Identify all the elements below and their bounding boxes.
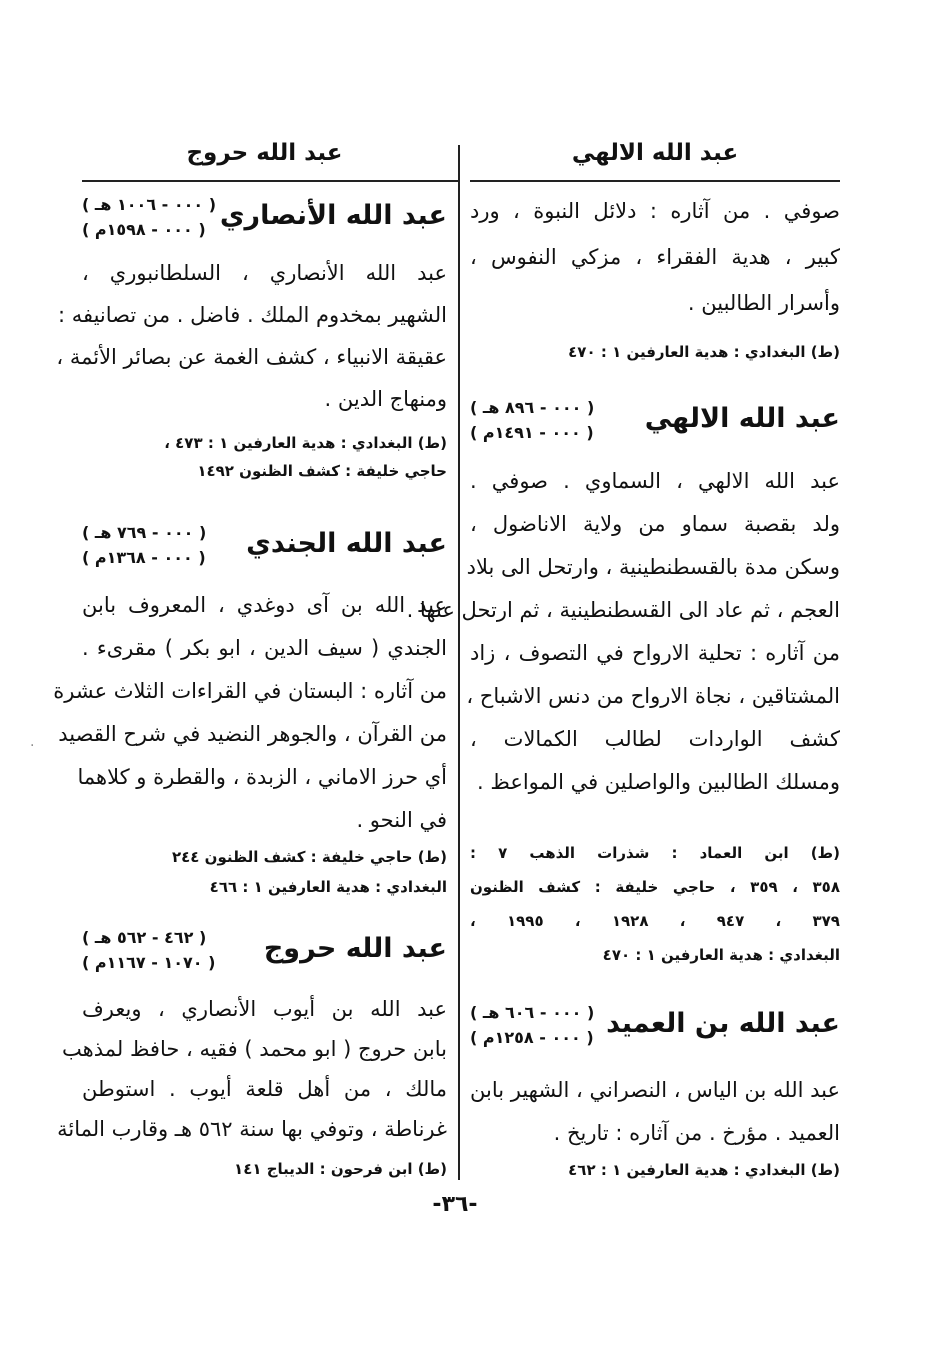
entry-title: عبد الله الأنصاري bbox=[219, 200, 447, 231]
text-line: صوفي . من آثاره : دلائل النبوة ، ورد bbox=[470, 199, 840, 223]
text-line: من آثاره : البستان في القراءات الثلاث عشرة bbox=[53, 679, 447, 703]
text-line: وسكن مدة بالقسطنطينية ، وارتحل الى بلاد bbox=[466, 555, 840, 579]
hijri-dates: ( ٠٠٠ - ٧٦٩ هـ ) bbox=[82, 523, 207, 542]
entry-heading bbox=[82, 925, 447, 985]
text-line: عبد الله الأنصاري ، السلطانبوري ، bbox=[82, 261, 447, 285]
text-line: كبير ، هدية الفقراء ، مزكي النفوس ، bbox=[470, 245, 840, 269]
text-line: من القرآن ، والجوهر النضيد في شرح القصيد bbox=[58, 722, 447, 746]
reference-line: (ط) البغدادي : هدية العارفين ١ : ٤٧٣ ، bbox=[164, 434, 447, 452]
reference-line: (ط) البغدادي : هدية العارفين ١ : ٤٦٢ bbox=[568, 1161, 840, 1179]
text-line: المشتاقين ، نجاة الارواح من دنس الاشباح ، bbox=[466, 684, 840, 708]
reference-line: البغدادي : هدية العارفين ١ : ٤٧٠ bbox=[602, 946, 840, 964]
entry-dates bbox=[82, 192, 216, 242]
gregorian-dates: ( ٠٠٠ - ١٣٦٨م ) bbox=[82, 548, 206, 567]
reference-line: (ط) حاجي خليفة : كشف الظنون ٢٤٤ bbox=[171, 848, 447, 866]
text-line: عبد الله بن الياس ، النصراني ، الشهير بابن bbox=[470, 1078, 840, 1102]
text-line: ومسلك الطالبين والواصلين في المواعظ . bbox=[477, 770, 840, 794]
text-line: وأسرار الطالبين . bbox=[687, 291, 840, 315]
text-line: عقيقة الانبياء ، كشف الغمة عن بصائر الأئمة ، bbox=[56, 345, 447, 369]
entry-heading bbox=[82, 520, 447, 580]
column-divider bbox=[458, 145, 460, 1180]
text-line: عبد الله الالهي ، السماوي . صوفي . bbox=[470, 469, 840, 493]
reference-line: (ط) البغدادي : هدية العارفين ١ : ٤٧٠ bbox=[568, 343, 840, 361]
gregorian-dates: ( ٠٠٠ - ١٥٩٨م ) bbox=[82, 220, 206, 239]
reference-line: ٣٧٩ ، ٩٤٧ ، ١٩٢٨ ، ١٩٩٥ ، bbox=[470, 912, 840, 930]
text-line: في النحو . bbox=[356, 808, 447, 832]
reference-line: ٣٥٨ ، ٣٥٩ ، حاجي خليفة : كشف الظنون bbox=[470, 878, 840, 896]
gregorian-dates: ( ١٠٧٠ - ١١٦٧م ) bbox=[82, 953, 216, 972]
text-line: بابن حروج ( ابو محمد ) فقيه ، حافظ لمذهب bbox=[62, 1037, 447, 1061]
right-column-header: عبد الله الالهي bbox=[571, 140, 739, 166]
text-line: الجندي ( سيف الدين ، ابو بكر ) مقرىء . bbox=[82, 636, 447, 660]
entry-title: عبد الله حروج bbox=[263, 933, 447, 964]
text-line: ومنهاج الدين . bbox=[324, 387, 447, 411]
text-line: عبد الله بن آى دوغدي ، المعروف بابن bbox=[82, 593, 447, 617]
hijri-dates: ( ٠٠٠ - ٨٩٦ هـ ) bbox=[470, 398, 595, 417]
text-line: الشهير بمخدوم الملك . فاضل . من تصانيفه : bbox=[57, 303, 447, 327]
text-line: العميد . مؤرخ . من آثاره : تاريخ . bbox=[553, 1121, 840, 1145]
entry-title: عبد الله الجندي bbox=[246, 528, 447, 559]
text-line: عبد الله بن أيوب الأنصاري ، ويعرف bbox=[82, 997, 447, 1021]
hijri-dates: ( ٠٠٠ - ١٠٠٦ هـ ) bbox=[82, 195, 217, 214]
text-line: كشف الواردات لطالب الكمالات ، bbox=[470, 727, 840, 751]
hijri-dates: ( ٠٠٠ - ٦٠٦ هـ ) bbox=[470, 1003, 595, 1022]
entry-heading bbox=[470, 1000, 840, 1060]
text-line: من آثاره : تحلية الارواح في التصوف ، زاد bbox=[470, 641, 840, 665]
entry-dates bbox=[470, 395, 594, 445]
reference-line: (ط) ابن العماد : شذرات الذهب ٧ : bbox=[470, 844, 840, 862]
reference-line: حاجي خليفة : كشف الظنون ١٤٩٢ bbox=[197, 462, 447, 480]
entry-dates bbox=[470, 1000, 594, 1050]
left-header-rule bbox=[82, 180, 458, 182]
margin-mark: · bbox=[30, 738, 35, 754]
text-line: مالك ، من أهل قلعة أيوب . استوطن bbox=[82, 1077, 447, 1101]
text-line: العجم ، ثم عاد الى القسطنطينية ، ثم ارتحل عنها . bbox=[406, 598, 840, 622]
entry-heading bbox=[470, 395, 840, 455]
entry-title: عبد الله بن العميد bbox=[606, 1008, 840, 1039]
entry-heading bbox=[82, 192, 447, 252]
text-line: غرناطة ، وتوفي بها سنة ٥٦٢ هـ وقارب المائة bbox=[57, 1117, 447, 1141]
reference-line: البغدادي : هدية العارفين ١ : ٤٦٦ bbox=[209, 878, 447, 896]
left-column-header: عبد الله حروج bbox=[186, 140, 343, 166]
gregorian-dates: ( ٠٠٠ - ١٢٥٨م ) bbox=[470, 1028, 594, 1047]
text-line: أي حرز الاماني ، الزبدة ، والقطرة و كلاهما bbox=[77, 765, 447, 789]
hijri-dates: ( ٤٦٢ - ٥٦٢ هـ ) bbox=[82, 928, 207, 947]
text-line: ولد بقصبة سماو من ولاية الاناضول ، bbox=[470, 512, 840, 536]
entry-dates bbox=[82, 520, 206, 570]
entry-dates bbox=[82, 925, 215, 975]
page-number: -٣٦- bbox=[432, 1192, 478, 1217]
right-header-rule bbox=[470, 180, 840, 182]
gregorian-dates: ( ٠٠٠ - ١٤٩١م ) bbox=[470, 423, 594, 442]
reference-line: (ط) ابن فرحون : الديباج ١٤١ bbox=[234, 1160, 447, 1178]
entry-title: عبد الله الالهي bbox=[644, 403, 840, 434]
